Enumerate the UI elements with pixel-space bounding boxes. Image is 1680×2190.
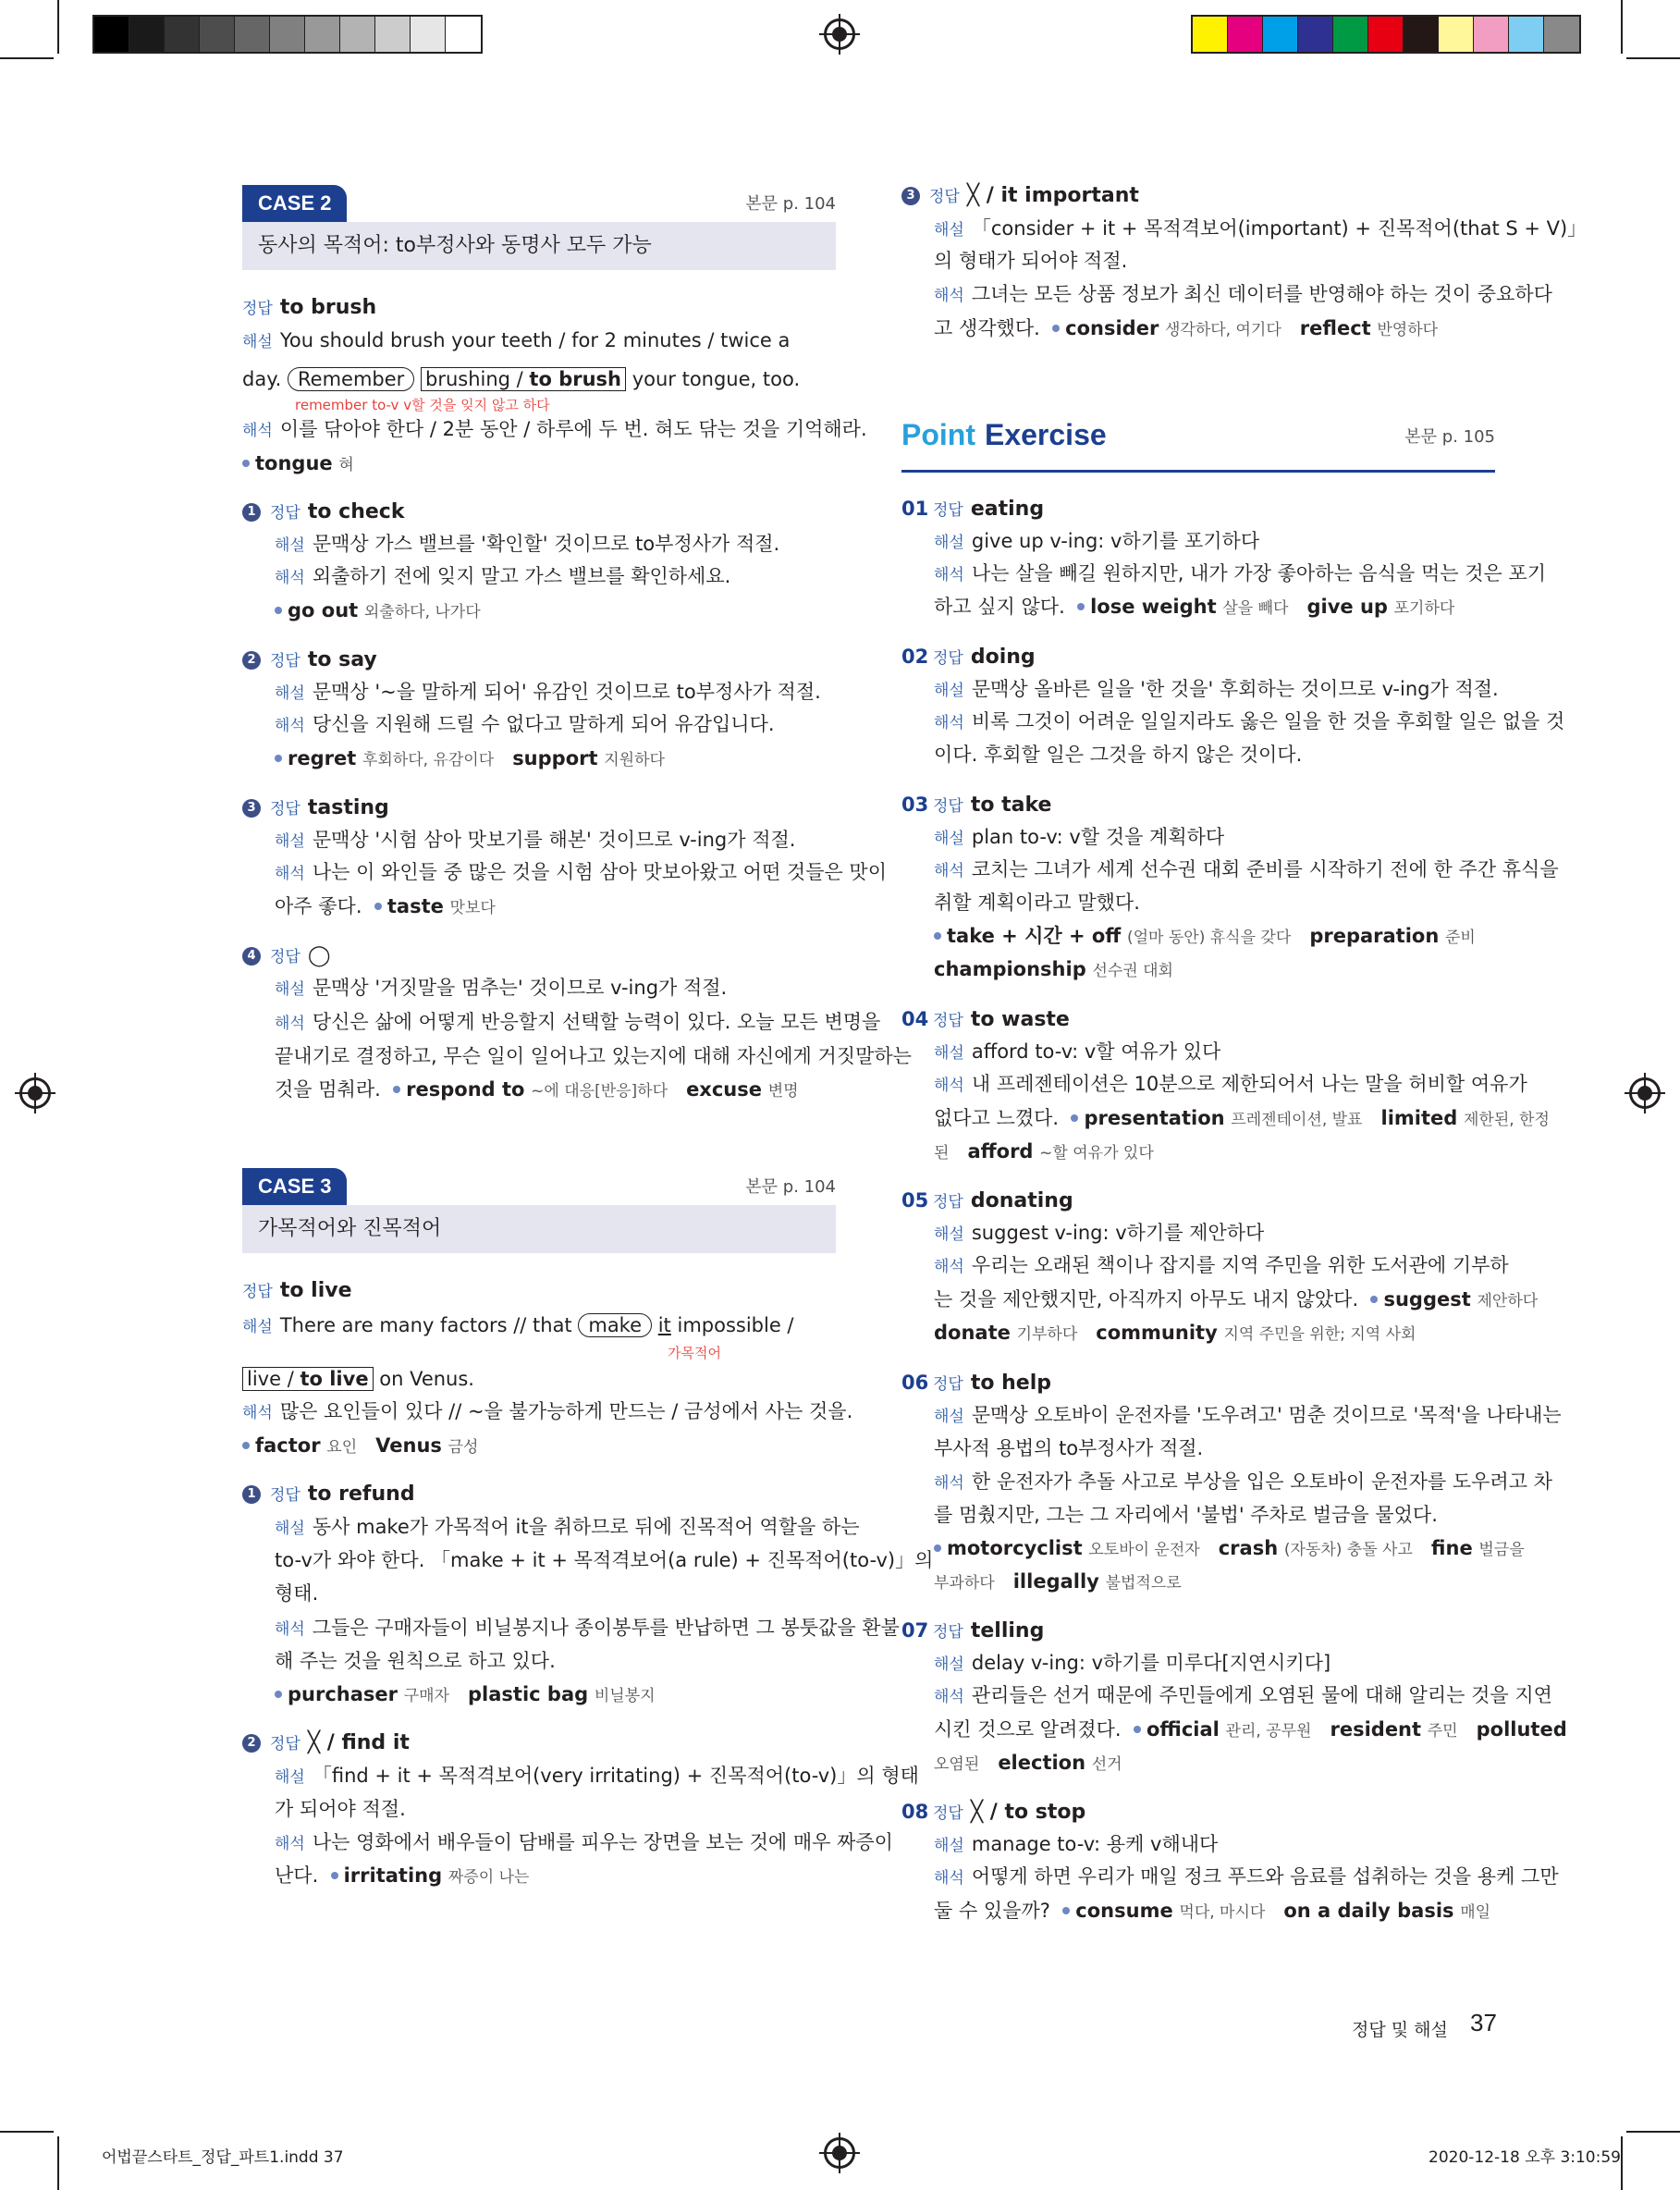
item-answer: 2 정답 to say bbox=[242, 646, 836, 675]
number-badge: 4 bbox=[242, 947, 261, 966]
explanation-line: 해설 plan to-v: v할 것을 계획하다 bbox=[934, 826, 1225, 848]
explanation-line: 해설 afford to-v: v할 여유가 있다 bbox=[934, 1040, 1221, 1063]
page-number: 37 bbox=[1470, 2009, 1497, 2036]
translation-line: 해석 그녀는 모든 상품 정보가 최신 데이터를 반영해야 하는 것이 중요하다 bbox=[934, 283, 1552, 305]
answer-line: 정답 to brush bbox=[242, 296, 377, 319]
explanation-line: 가 되어야 적절. bbox=[275, 1798, 406, 1820]
bullet-icon bbox=[331, 1872, 338, 1879]
grammar-note: 가목적어 bbox=[668, 1345, 721, 1361]
crop-mark bbox=[1626, 2131, 1680, 2133]
translation-line: 해석 코치는 그녀가 세계 선수권 대회 준비를 시작하기 전에 한 주간 휴식을 bbox=[934, 858, 1559, 880]
number-badge: 2 bbox=[242, 1734, 261, 1753]
bullet-icon bbox=[1071, 1114, 1078, 1122]
translation-line: 해석 나는 이 와인들 중 많은 것을 시험 삼아 맛보아왔고 어떤 것들은 맛이 bbox=[275, 861, 888, 883]
number-badge: 3 bbox=[901, 187, 920, 205]
case-tag: CASE 2 bbox=[242, 185, 347, 222]
translation-line: 해석 그들은 구매자들이 비닐봉지나 종이봉투를 반납하면 그 봉툿값을 환불 bbox=[275, 1617, 900, 1639]
bullet-icon bbox=[275, 755, 282, 762]
registration-mark-icon bbox=[19, 1077, 51, 1109]
item-answer: 3 정답 tasting bbox=[242, 794, 836, 823]
bullet-icon bbox=[1370, 1296, 1378, 1303]
crop-mark bbox=[1626, 57, 1680, 59]
footer-section: 정답 및 해설 bbox=[1352, 2020, 1448, 2040]
bullet-icon bbox=[934, 1544, 941, 1552]
translation-line: 를 멈췄지만, 그는 그 자리에서 '불법' 주차로 벌금을 물었다. bbox=[934, 1504, 1438, 1526]
registration-mark-icon bbox=[824, 2137, 855, 2169]
section-title: Point Exercise bbox=[901, 418, 1107, 451]
explanation-line: 의 형태가 되어야 적절. bbox=[934, 250, 1128, 272]
exercise-answer: 05 정답 donating bbox=[901, 1189, 1073, 1212]
explanation-line: 해설 문맥상 가스 밸브를 '확인할' 것이므로 to부정사가 적절. bbox=[275, 533, 780, 555]
translation-line: 없다고 느꼈다. presentation 프레젠테이션, 발표 limited 제한된, 한정 bbox=[934, 1107, 1550, 1129]
section-divider bbox=[901, 470, 1495, 473]
explanation-line: 해설 「find + it + 목적격보어(very irritating) + 진목적어(to-v)」의 형태 bbox=[275, 1765, 919, 1787]
registration-mark-icon bbox=[824, 18, 855, 50]
crop-mark bbox=[1621, 2136, 1623, 2190]
bullet-icon bbox=[1062, 1907, 1070, 1914]
explanation-line: live / to live on Venus. bbox=[242, 1365, 836, 1393]
crop-mark bbox=[57, 0, 59, 54]
translation-line: 해석 우리는 오래된 책이나 잡지를 지역 주민을 위한 도서관에 기부하 bbox=[934, 1254, 1509, 1276]
bullet-icon bbox=[242, 460, 250, 467]
item-answer: 2 정답 ╳ / find it bbox=[242, 1729, 836, 1758]
translation-line: 취할 계획이라고 말했다. bbox=[934, 892, 1140, 914]
translation-line: 해석 어떻게 하면 우리가 매일 정크 푸드와 음료를 섭취하는 것을 용케 그만 bbox=[934, 1865, 1559, 1888]
circled-word: make bbox=[578, 1313, 652, 1337]
bullet-icon bbox=[1077, 603, 1085, 610]
bullet-icon bbox=[393, 1086, 400, 1093]
vocab-line: 된 afford ~할 여유가 있다 bbox=[934, 1140, 1154, 1163]
explanation-line: 해설 delay v-ing: v하기를 미루다[지연시키다] bbox=[934, 1652, 1331, 1674]
number-badge: 3 bbox=[242, 799, 261, 818]
translation-line: 아주 좋다. taste 맛보다 bbox=[275, 895, 496, 917]
print-timestamp: 2020-12-18 오후 3:10:59 bbox=[1429, 2148, 1621, 2167]
translation-line: 것을 멈춰라. respond to ~에 대응[반응]하다 excuse 변명 bbox=[275, 1078, 799, 1101]
grayscale-calibration-bar bbox=[92, 15, 483, 54]
vocab-line: 오염된 election 선거 bbox=[934, 1752, 1122, 1774]
case-title: 동사의 목적어: to부정사와 동명사 모두 가능 bbox=[242, 222, 836, 270]
translation-line: 해석 내 프레젠테이션은 10분으로 제한되어서 나는 말을 허비할 여유가 bbox=[934, 1073, 1527, 1095]
explanation-line: 형태. bbox=[275, 1582, 319, 1605]
item-answer: 4 정답 ◯ bbox=[242, 941, 836, 971]
bullet-icon bbox=[1134, 1726, 1141, 1733]
number-badge: 2 bbox=[242, 651, 261, 670]
translation-line: 해석 관리들은 선거 때문에 주민들에게 오염된 물에 대해 알리는 것을 지연 bbox=[934, 1684, 1552, 1706]
translation-line: 시킨 것으로 알려졌다. official 관리, 공무원 resident 주민 polluted bbox=[934, 1718, 1567, 1741]
translation-line: 고 생각했다. consider 생각하다, 여기다 reflect 반영하다 bbox=[934, 317, 1439, 339]
exercise-answer: 02 정답 doing bbox=[901, 646, 1036, 669]
translation-line: 해석 비록 그것이 어려운 일일지라도 옳은 일을 한 것을 후회할 일은 없을 것 bbox=[934, 710, 1565, 732]
crop-mark bbox=[0, 57, 54, 59]
translation-line: 하고 싶지 않다. lose weight 살을 빼다 give up 포기하다 bbox=[934, 596, 1455, 618]
case-tag: CASE 3 bbox=[242, 1168, 347, 1205]
case-title: 가목적어와 진목적어 bbox=[242, 1205, 836, 1253]
exercise-answer: 04 정답 to waste bbox=[901, 1008, 1070, 1031]
circled-word: Remember bbox=[288, 367, 414, 391]
translation-line: 해석 많은 요인들이 있다 // ~을 불가능하게 만드는 / 금성에서 사는 것을. bbox=[242, 1400, 853, 1422]
explanation-line: 해설 You should brush your teeth / for 2 minutes / twice a bbox=[242, 329, 791, 351]
bullet-icon bbox=[275, 607, 282, 614]
vocab-line: donate 기부하다 community 지역 주민을 위한; 지역 사회 bbox=[934, 1322, 1416, 1344]
exercise-answer: 03 정답 to take bbox=[901, 794, 1052, 817]
answer-line: 정답 to live bbox=[242, 1279, 352, 1302]
bullet-icon bbox=[275, 1691, 282, 1698]
item-answer: 1 정답 to refund bbox=[242, 1480, 836, 1509]
explanation-line: 해설 문맥상 '시험 삼아 맛보기를 해본' 것이므로 v-ing가 적절. bbox=[275, 829, 796, 851]
item-answer: 3 정답 ╳ / it important bbox=[901, 181, 1495, 211]
translation-line: 이다. 후회할 일은 그것을 하지 않은 것이다. bbox=[934, 744, 1303, 766]
registration-mark-icon bbox=[1629, 1077, 1661, 1109]
exercise-answer: 06 정답 to help bbox=[901, 1372, 1052, 1395]
vocab-line: regret 후회하다, 유감이다 support 지원하다 bbox=[275, 744, 836, 774]
crop-mark bbox=[1621, 0, 1623, 54]
explanation-line: 해설 문맥상 올바른 일을 '한 것을' 후회하는 것이므로 v-ing가 적절. bbox=[934, 678, 1499, 700]
crop-mark bbox=[57, 2136, 59, 2190]
exercise-answer: 07 정답 telling bbox=[901, 1619, 1045, 1642]
bullet-icon bbox=[242, 1442, 250, 1449]
page-reference: 본문 p. 104 bbox=[745, 194, 836, 214]
translation-line: 는 것을 제안했지만, 아직까지 아무도 내지 않았다. suggest 제안하다 bbox=[934, 1288, 1539, 1310]
bullet-icon bbox=[374, 903, 382, 910]
vocab-line: purchaser 구매자 plastic bag 비닐봉지 bbox=[275, 1680, 836, 1710]
vocab-line: take + 시간 + off (얼마 동안) 휴식을 갖다 preparation 준비 bbox=[934, 922, 1495, 952]
explanation-line: 해설 문맥상 오토바이 운전자를 '도우려고' 멈춘 것이므로 '목적'을 나타내는 bbox=[934, 1404, 1562, 1426]
vocab-line: go out 외출하다, 나가다 bbox=[275, 597, 836, 626]
explanation-line: 부사적 용법의 to부정사가 적절. bbox=[934, 1437, 1204, 1459]
bullet-icon bbox=[1052, 325, 1060, 332]
translation-line: 해석 외출하기 전에 잊지 말고 가스 밸브를 확인하세요. bbox=[275, 565, 731, 587]
exercise-answer: 01 정답 eating bbox=[901, 498, 1045, 521]
vocab-line: tongue 혀 bbox=[242, 449, 836, 479]
translation-line: 해석 나는 살을 빼길 원하지만, 내가 가장 좋아하는 음식을 먹는 것은 포기 bbox=[934, 562, 1547, 584]
explanation-line: 해설 manage to-v: 용케 v해내다 bbox=[934, 1833, 1219, 1855]
translation-line: 해석 당신은 삶에 어떻게 반응할지 선택할 능력이 있다. 오늘 모든 변명을 bbox=[275, 1011, 881, 1033]
grammar-note: remember to-v v할 것을 잊지 않고 하다 bbox=[295, 397, 550, 413]
crop-mark bbox=[0, 2131, 54, 2133]
page-reference: 본문 p. 105 bbox=[1404, 427, 1495, 447]
explanation-line: 해설 문맥상 '거짓말을 멈추는' 것이므로 v-ing가 적절. bbox=[275, 977, 728, 999]
explanation-line: 해설 문맥상 '~을 말하게 되어' 유감인 것이므로 to부정사가 적절. bbox=[275, 681, 821, 703]
translation-line: 해석 당신을 지원해 드릴 수 없다고 말하게 되어 유감입니다. bbox=[275, 713, 775, 735]
item-answer: 1 정답 to check bbox=[242, 498, 836, 527]
file-name: 어법끝스타트_정답_파트1.indd 37 bbox=[102, 2148, 344, 2167]
explanation-line: day. Remember brushing / to brush your tongue, too. bbox=[242, 368, 801, 390]
exercise-answer: 08 정답 ╳ / to stop bbox=[901, 1801, 1086, 1824]
number-badge: 1 bbox=[242, 1485, 261, 1504]
translation-line: 해석 이를 닦아야 한다 / 2분 동안 / 하루에 두 번. 혀도 닦는 것을 기억해라. bbox=[242, 418, 867, 440]
translation-line: 해석 한 운전자가 추돌 사고로 부상을 입은 오토바이 운전자를 도우려고 차 bbox=[934, 1470, 1552, 1493]
vocab-line: championship 선수권 대회 bbox=[934, 958, 1173, 980]
color-calibration-bar bbox=[1191, 15, 1581, 54]
explanation-line: 해설 There are many factors // that make it impossible / bbox=[242, 1314, 794, 1336]
vocab-line: 부과하다 illegally 불법적으로 bbox=[934, 1570, 1182, 1593]
translation-line: 끝내기로 결정하고, 무슨 일이 일어나고 있는지에 대해 자신에게 거짓말하는 bbox=[275, 1045, 912, 1067]
vocab-line: factor 요인 Venus 금성 bbox=[242, 1432, 836, 1461]
underlined-word: it bbox=[657, 1314, 671, 1336]
explanation-line: to-v가 와야 한다. 「make + it + 목적격보어(a rule) + 진목적어(to-v)」의 bbox=[275, 1549, 934, 1571]
explanation-line: 해설 suggest v-ing: v하기를 제안하다 bbox=[934, 1222, 1265, 1244]
translation-line: 해 주는 것을 원칙으로 하고 있다. bbox=[275, 1650, 556, 1672]
explanation-line: 해설 동사 make가 가목적어 it을 취하므로 뒤에 진목적어 역할을 하는 bbox=[275, 1516, 860, 1538]
translation-line: 난다. irritating 짜증이 나는 bbox=[275, 1864, 530, 1887]
answer-choice-box: live / to live bbox=[242, 1367, 374, 1391]
translation-line: 해석 나는 영화에서 배우들이 담배를 피우는 장면을 보는 것에 매우 짜증이 bbox=[275, 1831, 893, 1853]
translation-line: 둘 수 있을까? consume 먹다, 마시다 on a daily basis 매일 bbox=[934, 1900, 1491, 1922]
answer-choice-box: brushing / to brush bbox=[421, 367, 626, 391]
explanation-line: 해설 「consider + it + 목적격보어(important) + 진목적어(that S + V)」 bbox=[934, 217, 1588, 240]
number-badge: 1 bbox=[242, 503, 261, 522]
explanation-line: 해설 give up v-ing: v하기를 포기하다 bbox=[934, 530, 1260, 552]
page-reference: 본문 p. 104 bbox=[745, 1177, 836, 1197]
vocab-line: motorcyclist 오토바이 운전자 crash (자동차) 충돌 사고 fine 벌금을 bbox=[934, 1534, 1495, 1564]
bullet-icon bbox=[934, 932, 941, 940]
